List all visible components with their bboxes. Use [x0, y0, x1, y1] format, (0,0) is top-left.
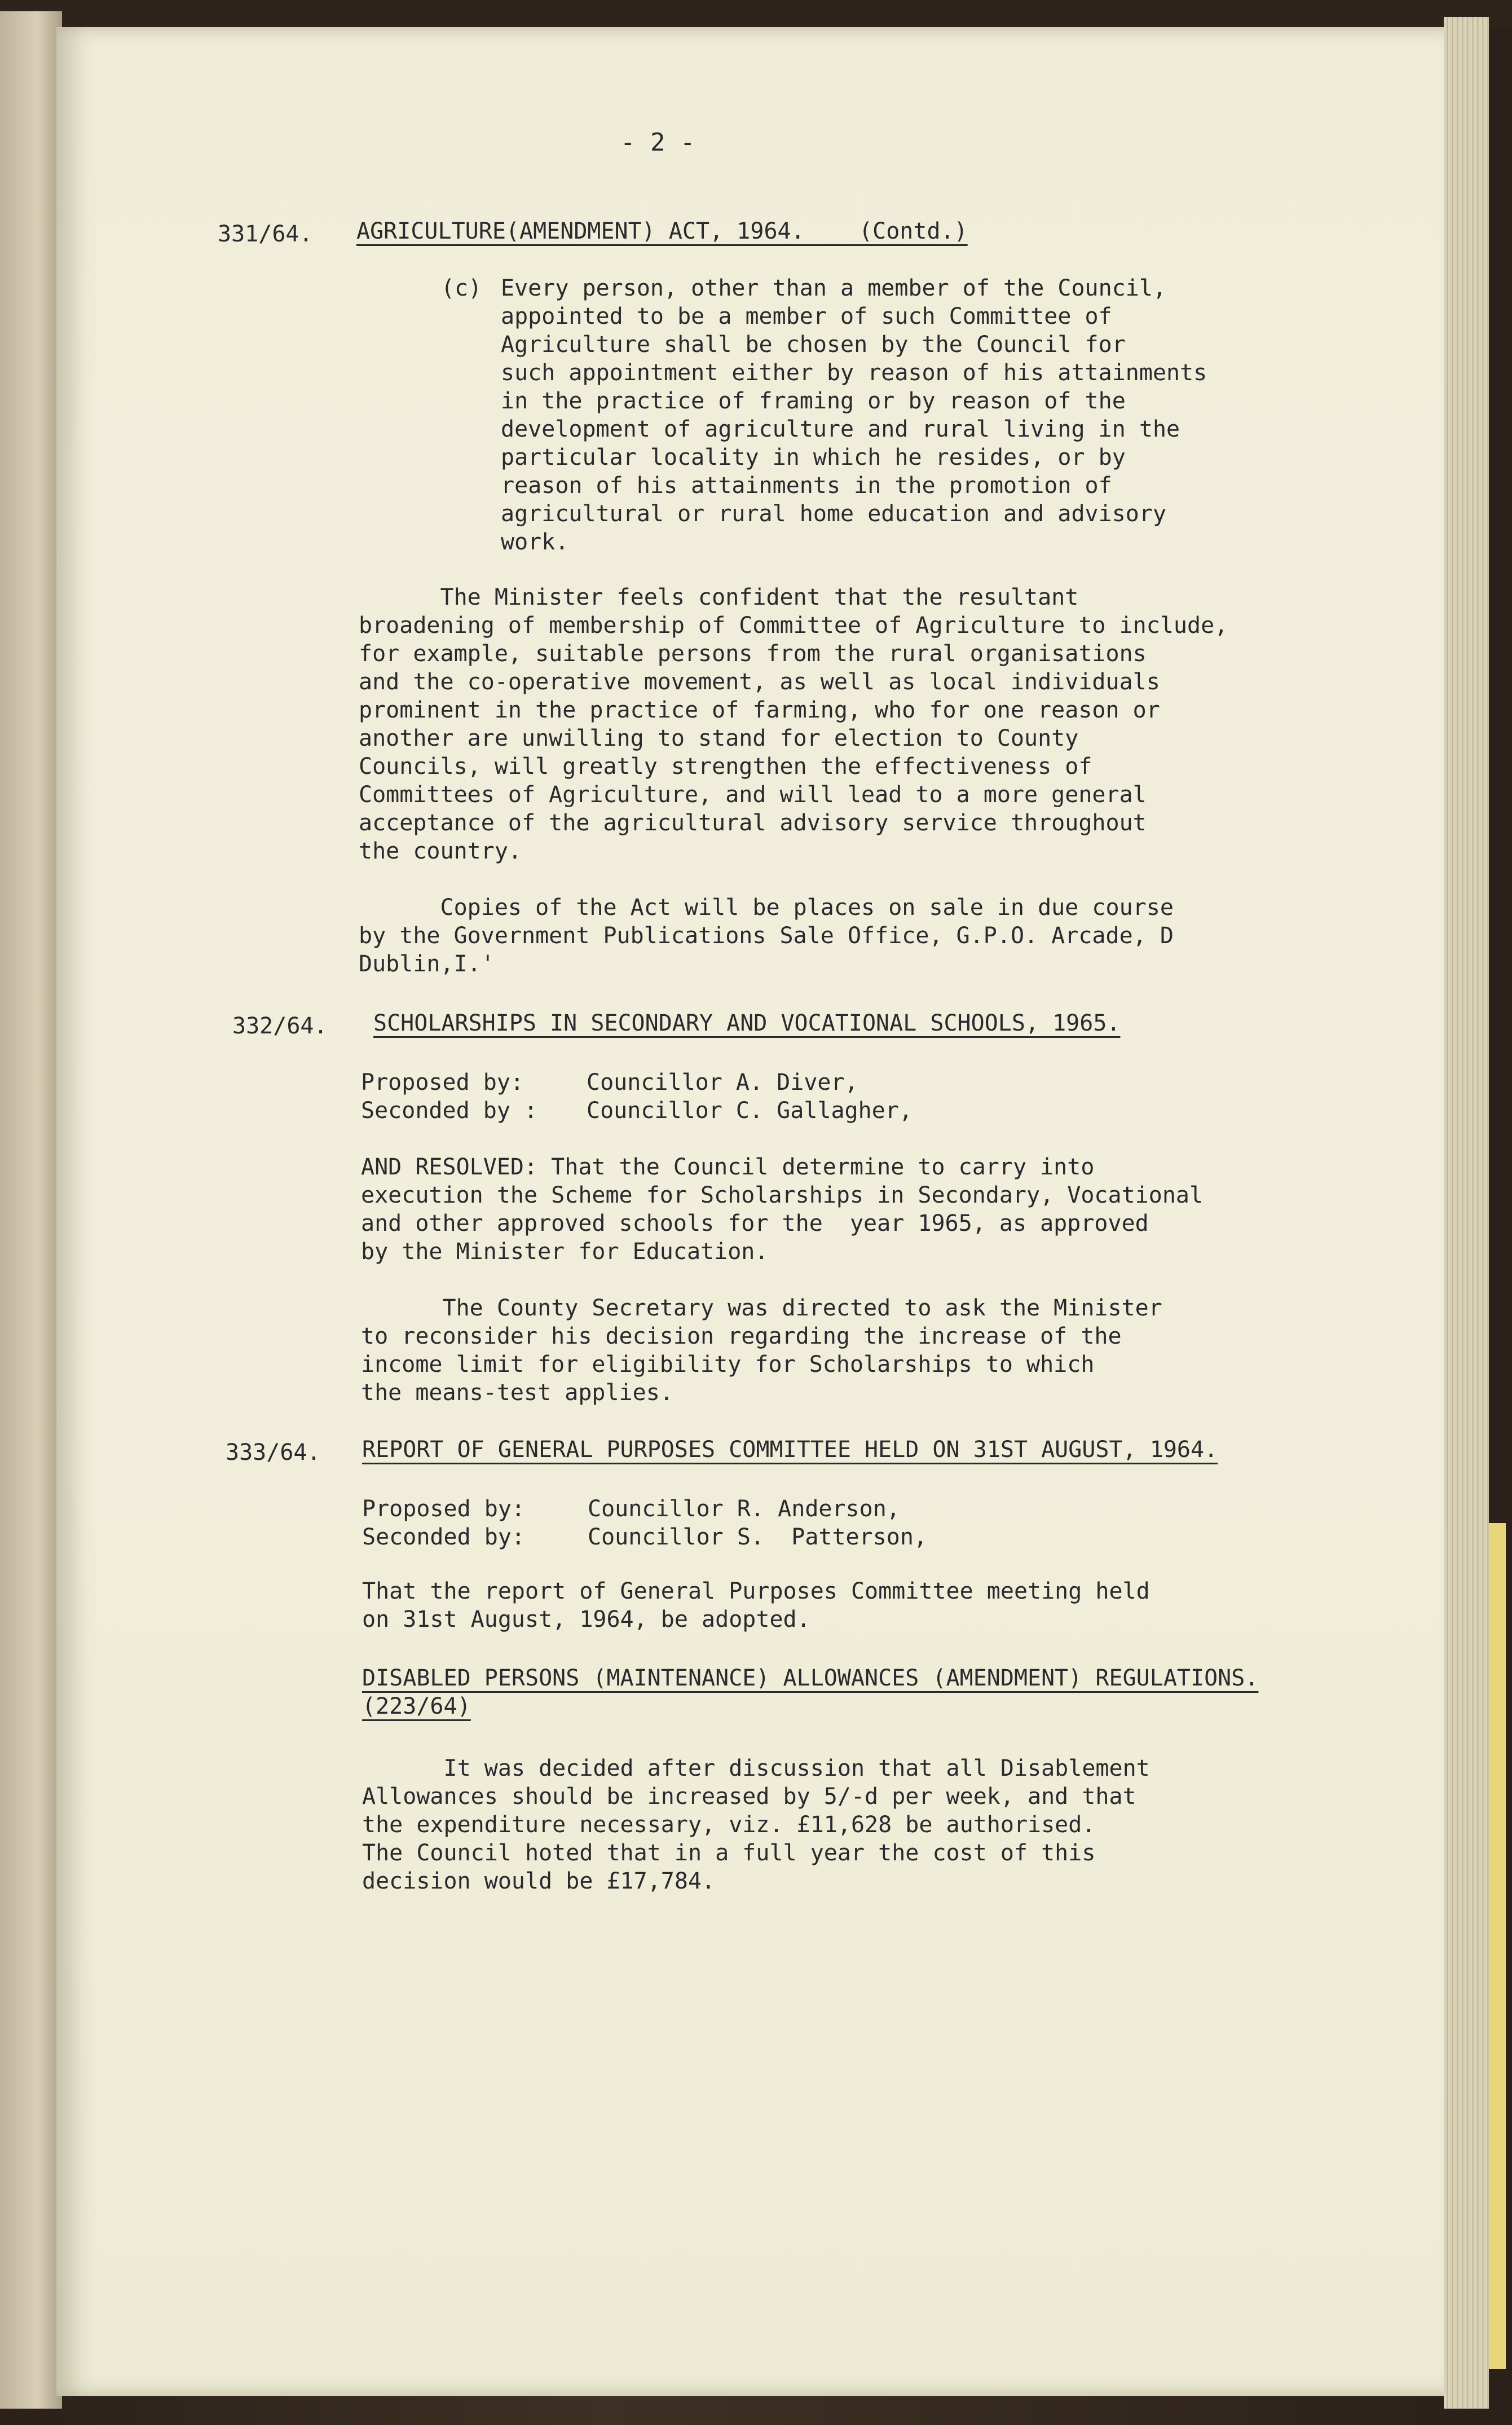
- proposed-by-value: Councillor A. Diver,: [587, 1070, 858, 1095]
- sub-heading-disabled-persons: DISABLED PERSONS (MAINTENANCE) ALLOWANCES (AMENDMENT) REGULATIONS. (223/64): [362, 1665, 1259, 1719]
- minister-paragraph: The Minister feels confident that the resultant broadening of membership of Committee of Agriculture to include, for example, suitable persons from the rural organisations and the co-operative movement, as well as local individuals prominent in the practice of farming, who for one reason or another are unwilling to stand for election to County Councils, will greatly strengthen the effectiveness of Committees of Agriculture, and will lead to a more general acceptance of the agricultural advisory service throughout the country.: [359, 584, 1228, 864]
- seconded-by-label: Seconded by :: [361, 1098, 538, 1124]
- item-number-332: 332/64.: [232, 1013, 328, 1039]
- proposed-by-label: Proposed by:: [361, 1070, 524, 1095]
- secretary-note: The County Secretary was directed to ask the Minister to reconsider his decision regarding the increase of the income limit for eligibility for Scholarships to which the means-test applies.: [361, 1295, 1162, 1406]
- seconded-by-value: Councillor S. Patterson,: [588, 1524, 928, 1550]
- item-number-333: 333/64.: [226, 1440, 321, 1465]
- item-number-331: 331/64.: [218, 221, 313, 247]
- heading-scholarships: SCHOLARSHIPS IN SECONDARY AND VOCATIONAL SCHOOLS, 1965.: [373, 1010, 1121, 1036]
- heading-agriculture-act: AGRICULTURE(AMENDMENT) ACT, 1964. (Contd.): [356, 218, 968, 244]
- page-number: - 2 -: [620, 128, 695, 157]
- seconded-by-value: Councillor C. Gallagher,: [587, 1098, 913, 1124]
- seconded-by-label: Seconded by:: [362, 1524, 525, 1550]
- clause-c-text: Every person, other than a member of the Council, appointed to be a member of such Committee of Agriculture shall be chosen by the Council for such appointment either by reason of his attainments in the practice of framing or by reason of the development of agriculture and rural living in the particular locality in which he resides, or by reason of his attainments in the promotion of agricultural or rural home education and advisory work.: [501, 275, 1207, 555]
- disablement-decision: It was decided after discussion that all Disablement Allowances should be increased by 5/-d per week, and that the expenditure necessary, viz. £11,628 be authorised. The Council hoted that in a full year the cost of this decision would be £17,784.: [362, 1755, 1150, 1894]
- proposed-by-label: Proposed by:: [362, 1496, 525, 1522]
- adoption-motion: That the report of General Purposes Committee meeting held on 31st August, 1964, be adopted.: [362, 1578, 1150, 1632]
- heading-general-purposes-report: REPORT OF GENERAL PURPOSES COMMITTEE HELD ON 31ST AUGUST, 1964.: [362, 1437, 1218, 1463]
- clause-label-c: (c): [441, 275, 482, 301]
- proposed-by-value: Councillor R. Anderson,: [588, 1496, 900, 1522]
- copies-paragraph: Copies of the Act will be places on sale in due course by the Government Publications Sale Office, G.P.O. Arcade, D Dublin,I.': [359, 895, 1174, 977]
- resolution-text: AND RESOLVED: That the Council determine to carry into execution the Scheme for Scholarships in Secondary, Vocational and other approved schools for the year 1965, as approved by the Minister for Education.: [361, 1154, 1204, 1265]
